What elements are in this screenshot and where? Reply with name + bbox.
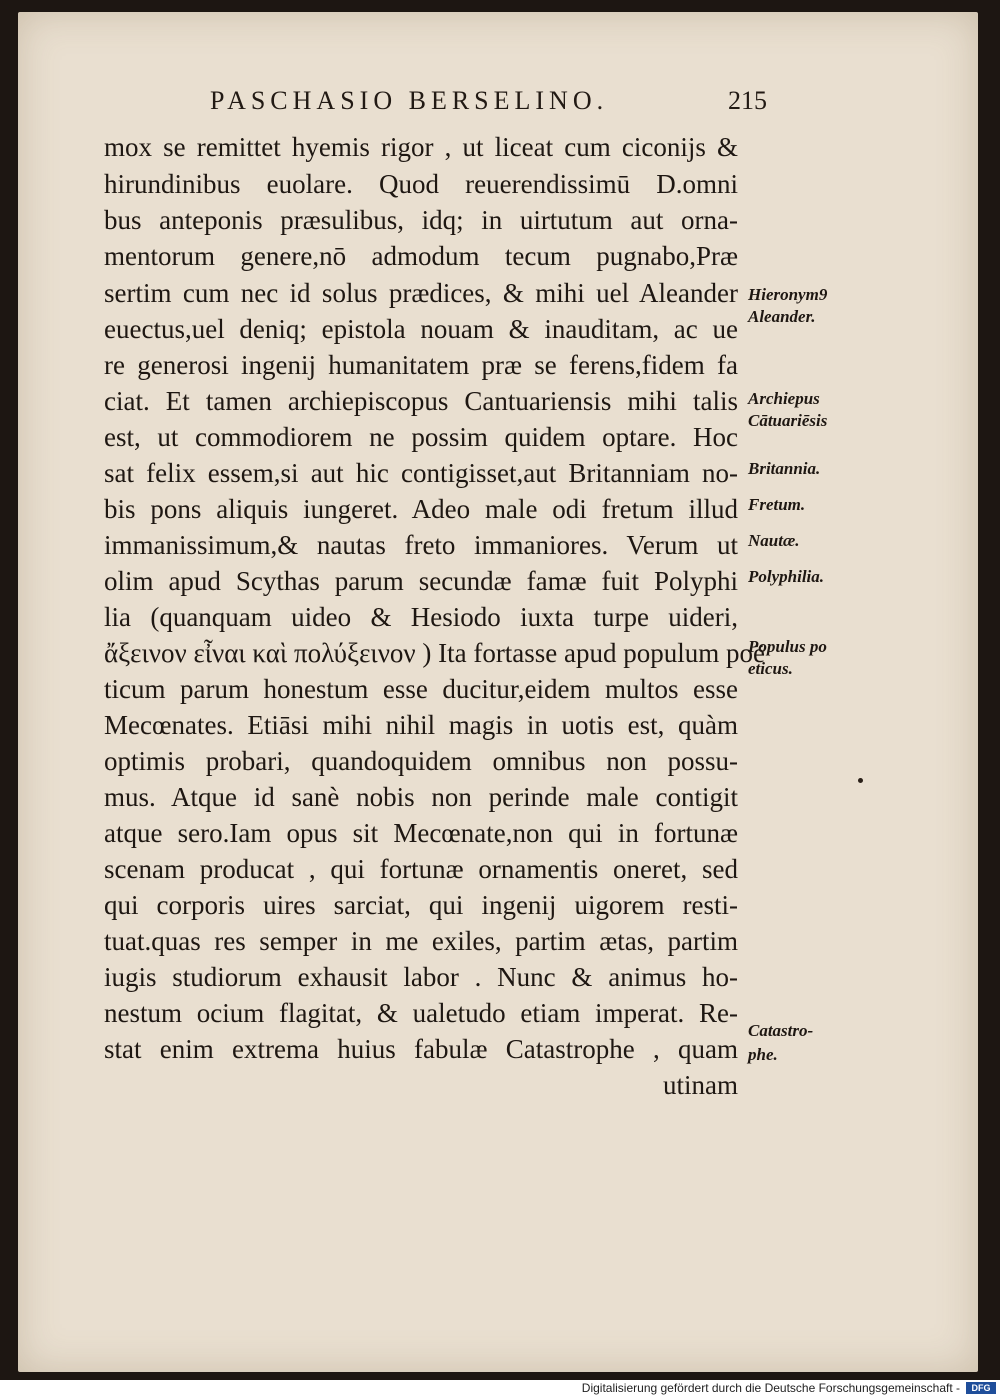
page-number: 215 bbox=[728, 86, 767, 115]
text-line: bis pons aliquis iungeret. Adeo male odi fretum illud bbox=[104, 494, 738, 524]
text-line: mentorum genere,nō admodum tecum pugnabo,Præ bbox=[104, 241, 738, 271]
footer-bar bbox=[0, 1380, 1000, 1397]
text-line: sertim cum nec id solus prædices, & mihi uel Aleander bbox=[104, 278, 738, 308]
dfg-logo: DFG bbox=[966, 1382, 996, 1394]
margin-note-polyphilia: Polyphilia. bbox=[748, 567, 825, 586]
text-line: atque sero.Iam opus sit Mecœnate,non qui in fortunæ bbox=[104, 818, 738, 848]
funding-credit: Digitalisierung gefördert durch die Deutsche Forschungsgemeinschaft - bbox=[581, 1381, 960, 1395]
margin-note-archiepus: Archiepus bbox=[748, 389, 820, 408]
margin-note-britannia: Britannia. bbox=[748, 459, 821, 478]
text-line: euectus,uel deniq; epistola nouam & inauditam, ac ue bbox=[104, 314, 738, 344]
text-line: lia (quanquam uideo & Hesiodo iuxta turpe uideri, bbox=[104, 602, 738, 632]
margin-note-nautae: Nautæ. bbox=[748, 531, 800, 550]
text-line: immanissimum,& nautas freto immaniores. Verum ut bbox=[104, 530, 738, 560]
margin-note-phe: phe. bbox=[748, 1045, 778, 1064]
text-line: iugis studiorum exhausit labor . Nunc & animus ho- bbox=[104, 962, 738, 992]
text-line: scenam producat , qui fortunæ ornamentis oneret, sed bbox=[104, 854, 738, 884]
text-line: ἄξεινον εἶναι καὶ πολύξεινον ) Ita fortasse apud populum poë bbox=[104, 638, 766, 668]
margin-note-populus: Populus po bbox=[748, 637, 827, 656]
text-line: tuat.quas res semper in me exiles, partim ætas, partim bbox=[104, 926, 738, 956]
text-line: mox se remittet hyemis rigor , ut liceat cum ciconijs & bbox=[104, 132, 738, 162]
ink-spot bbox=[858, 778, 863, 783]
text-line: sat felix essem,si aut hic contigisset,aut Britanniam no- bbox=[104, 458, 738, 488]
margin-note-hieronymus: Hieronym9 bbox=[748, 285, 828, 304]
margin-note-aleander: Aleander. bbox=[748, 307, 816, 326]
text-line: stat enim extrema huius fabulæ Catastrophe , quam bbox=[104, 1034, 738, 1064]
margin-note-catastro: Catastro- bbox=[748, 1021, 814, 1040]
text-line: mus. Atque id sanè nobis non perinde male contigit bbox=[104, 782, 738, 812]
text-line: ciat. Et tamen archiepiscopus Cantuariensis mihi talis bbox=[104, 386, 738, 416]
text-line: ticum parum honestum esse ducitur,eidem multos esse bbox=[104, 674, 738, 704]
margin-note-eticus: eticus. bbox=[748, 659, 793, 678]
text-line: Mecœnates. Etiāsi mihi nihil magis in uotis est, quàm bbox=[104, 710, 738, 740]
text-line: olim apud Scythas parum secundæ famæ fuit Polyphi bbox=[104, 566, 738, 596]
text-line: qui corporis uires sarciat, qui ingenij uigorem resti- bbox=[104, 890, 738, 920]
text-line: hirundinibus euolare. Quod reuerendissimū D.omni bbox=[104, 169, 738, 199]
margin-note-cantuariensis: Cātuariēsis bbox=[748, 411, 828, 430]
text-line: optimis probari, quandoquidem omnibus non possu- bbox=[104, 746, 738, 776]
text-line: bus anteponis præsulibus, idq; in uirtutum aut orna- bbox=[104, 205, 738, 235]
running-head: PASCHASIO BERSELINO. bbox=[210, 86, 609, 115]
catchword: utinam bbox=[663, 1070, 738, 1100]
text-line: re generosi ingenij humanitatem præ se ferens,fidem fa bbox=[104, 350, 738, 380]
text-line: est, ut commodiorem ne possim quidem optare. Hoc bbox=[104, 422, 738, 452]
text-line: nestum ocium flagitat, & ualetudo etiam imperat. Re- bbox=[104, 998, 738, 1028]
margin-note-fretum: Fretum. bbox=[748, 495, 806, 514]
